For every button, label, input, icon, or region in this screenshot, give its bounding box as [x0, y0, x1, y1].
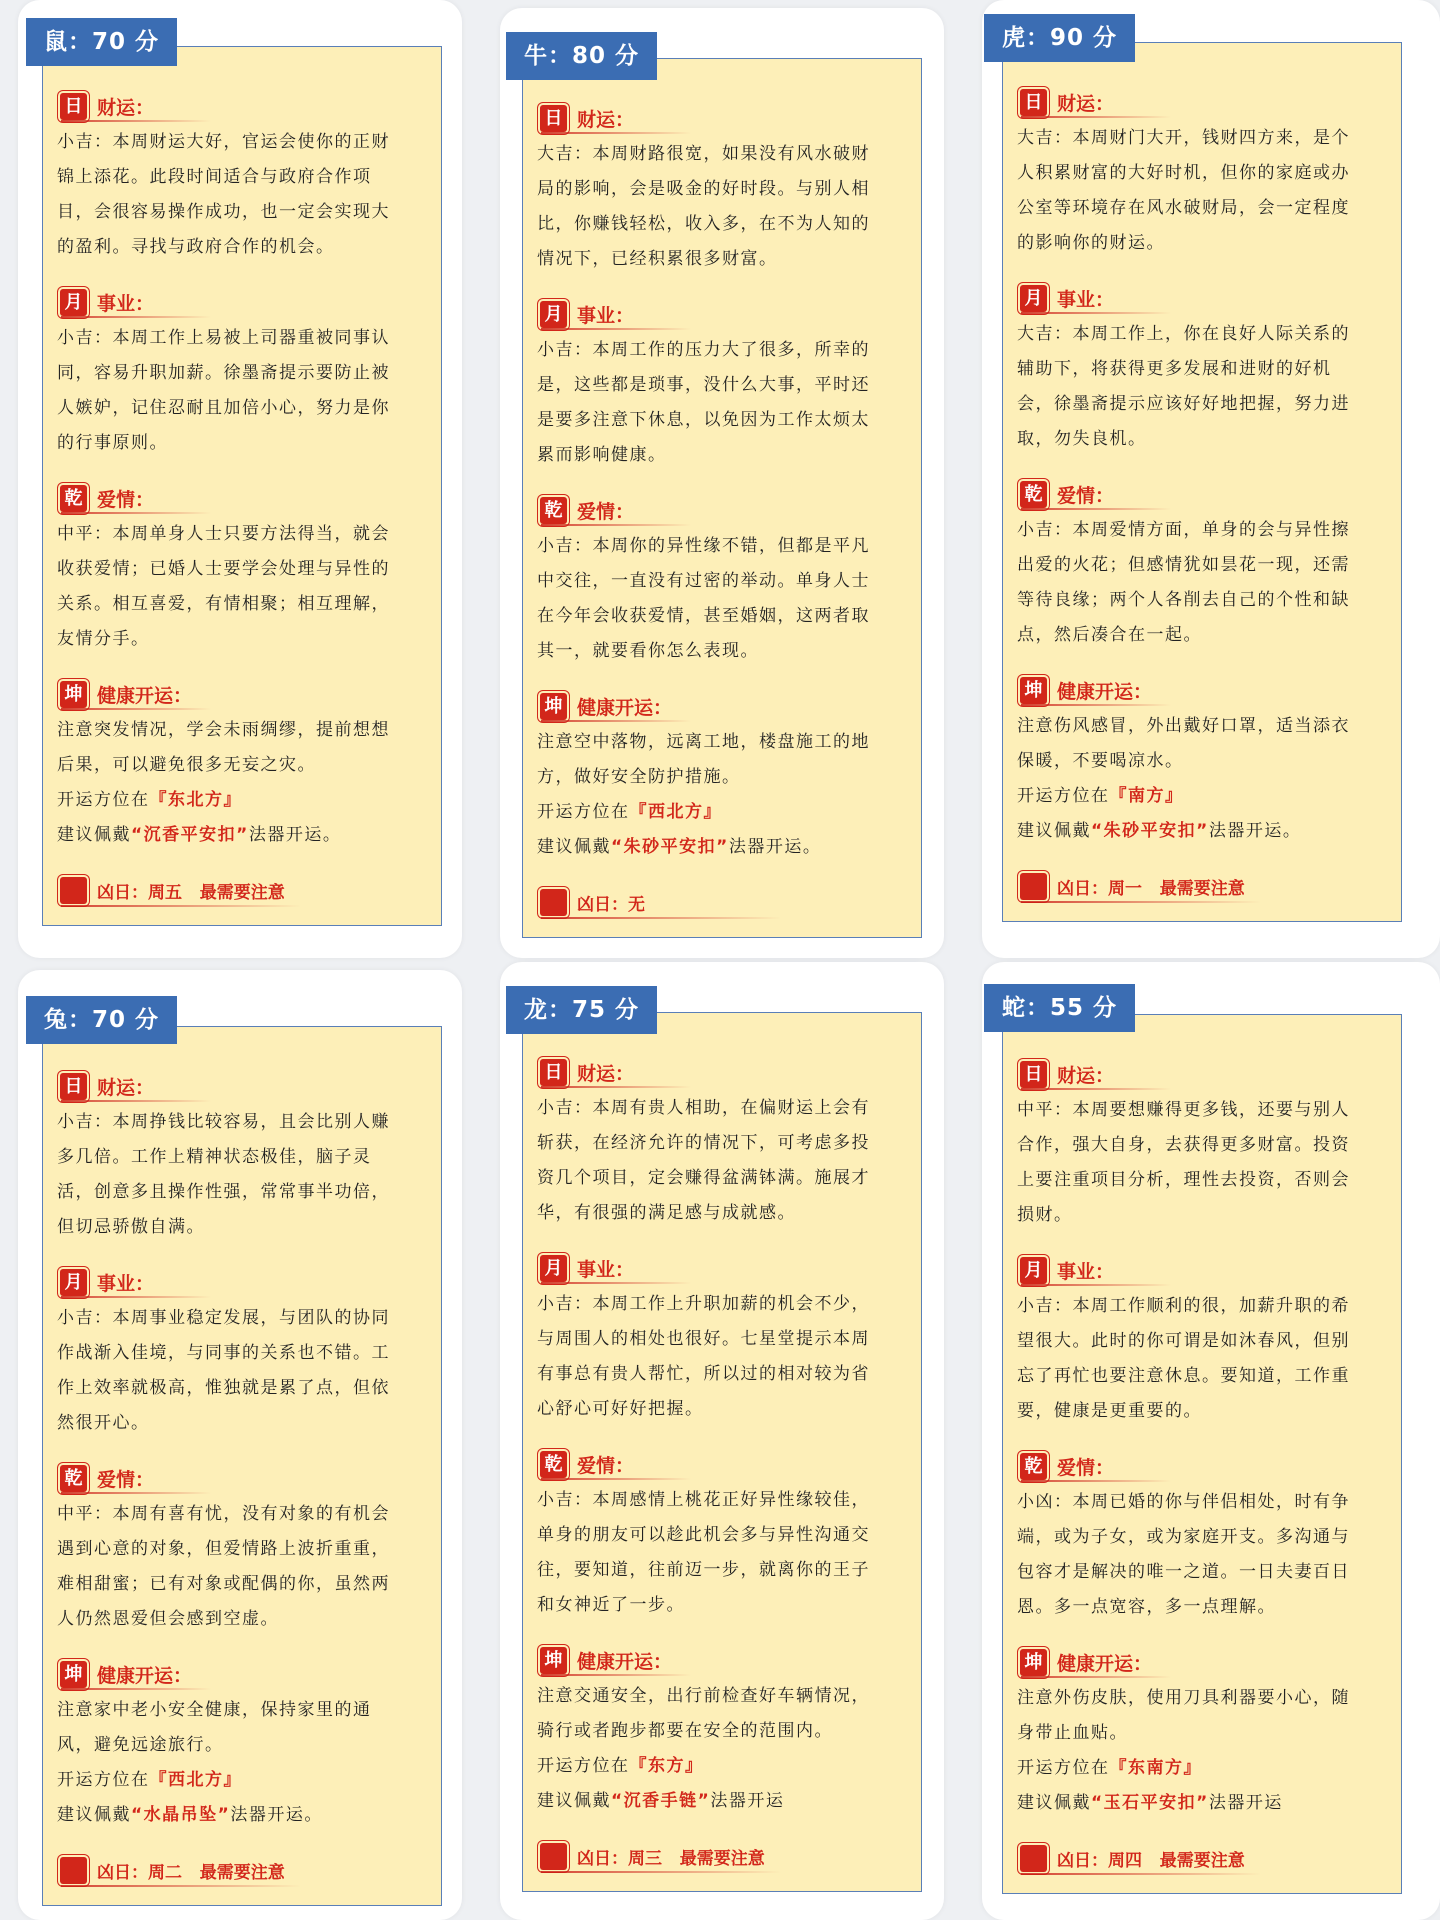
section-text-line: 后果，可以避免很多无妄之灾。 [57, 755, 316, 775]
lucky-direction [1017, 779, 1387, 814]
seal-stamp-icon: 月 [1020, 285, 1047, 312]
item-name: “玉石平安扣” [1091, 1793, 1209, 1813]
direction-value: 『东方』 [629, 1756, 704, 1776]
fortune-section [57, 1265, 427, 1441]
direction-value: 『西北方』 [629, 802, 722, 822]
seal-stamp-icon [1020, 1845, 1047, 1872]
zodiac-score-title: 牛：80 分 [506, 32, 657, 80]
seal-stamp-icon: 日 [60, 1073, 87, 1100]
section-header [1017, 1057, 1387, 1091]
section-text-line: 是要多注意下休息，以免因为工作太烦太 [537, 410, 870, 430]
section-text-line: 恩。多一点宽容，多一点理解。 [1017, 1597, 1276, 1617]
section-header [1017, 1645, 1387, 1679]
section-text-line: 锦上添花。此段时间适合与政府合作项 [57, 167, 372, 187]
direction-label: 开运方位在 [1017, 1758, 1110, 1778]
section-text-line: 注意交通安全，出行前检查好车辆情况， [537, 1686, 870, 1706]
fortune-section [537, 689, 907, 795]
section-header [537, 1055, 907, 1089]
section-text-line: 华，有很强的满足感与成就感。 [537, 1203, 796, 1223]
seal-stamp-icon: 日 [60, 93, 87, 120]
card-content [1017, 1057, 1387, 1875]
section-text-line: 关系。相互喜爱，有情相聚；相互理解， [57, 594, 390, 614]
fortune-section [537, 1643, 907, 1749]
section-text-line: 小吉：本周事业稳定发展，与团队的协同 [57, 1308, 390, 1328]
zodiac-card [1002, 1014, 1402, 1894]
wear-suffix: 法器开运。 [1208, 821, 1302, 841]
fortune-section [1017, 85, 1387, 261]
section-title: 财运： [97, 96, 155, 119]
direction-label: 开运方位在 [57, 790, 150, 810]
section-text-line: 取，勿失良机。 [1017, 429, 1147, 449]
seal-stamp-icon: 坤 [540, 1647, 567, 1674]
seal-stamp-icon: 月 [60, 289, 87, 316]
section-text-line: 和女神近了一步。 [537, 1595, 685, 1615]
section-text-line: 的影响你的财运。 [1017, 233, 1165, 253]
seal-stamp-icon: 月 [1020, 1257, 1047, 1284]
fortune-section [1017, 1449, 1387, 1625]
section-header [1017, 477, 1387, 511]
section-text-line: 在今年会收获爱情，甚至婚姻，这两者取 [537, 606, 870, 626]
section-text-line: 等待良缘；两个人各削去自己的个性和缺 [1017, 590, 1350, 610]
section-header [1017, 85, 1387, 119]
zodiac-score-title: 兔：70 分 [26, 996, 177, 1044]
section-header [1017, 1449, 1387, 1483]
section-text-line: 遇到心意的对象，但爱情路上波折重重， [57, 1539, 390, 1559]
section-title: 爱情： [1057, 484, 1115, 507]
unlucky-day-text: 凶日：周二 最需要注意 [97, 1862, 285, 1883]
recommended-item [57, 818, 427, 853]
zodiac-card [522, 1012, 922, 1892]
section-text-line: 忘了再忙也要注意休息。要知道，工作重 [1017, 1366, 1350, 1386]
section-title: 事业： [577, 304, 635, 327]
lucky-direction [537, 795, 907, 830]
direction-label: 开运方位在 [1017, 786, 1110, 806]
recommended-item [57, 1798, 427, 1833]
seal-stamp-icon: 坤 [540, 693, 567, 720]
section-text-line: 是，这些都是琐事，没什么大事，平时还 [537, 375, 870, 395]
section-header [537, 1251, 907, 1285]
fortune-section [57, 1461, 427, 1637]
direction-label: 开运方位在 [537, 1756, 630, 1776]
seal-stamp-icon [60, 877, 87, 904]
unlucky-day-text: 凶日：周四 最需要注意 [1057, 1850, 1245, 1871]
direction-value: 『东北方』 [149, 790, 242, 810]
section-text-line: 注意空中落物，远离工地，楼盘施工的地 [537, 732, 870, 752]
fortune-section [57, 1657, 427, 1763]
section-text-line: 同，容易升职加薪。徐墨斋提示要防止被 [57, 363, 390, 383]
unlucky-day-text: 凶日：周一 最需要注意 [1057, 878, 1245, 899]
section-text-line: 注意外伤皮肤，使用刀具利器要小心，随 [1017, 1688, 1350, 1708]
section-text-line: 单身的朋友可以趁此机会多与异性沟通交 [537, 1525, 870, 1545]
section-text-line: 风，避免远途旅行。 [57, 1735, 224, 1755]
wear-label: 建议佩戴 [57, 825, 131, 845]
seal-stamp-icon: 乾 [540, 1451, 567, 1478]
fortune-section [1017, 673, 1387, 779]
zodiac-card [42, 46, 442, 926]
zodiac-score-title: 鼠：70 分 [26, 18, 177, 66]
section-text-line: 人仍然恩爱但会感到空虚。 [57, 1609, 279, 1629]
section-title: 爱情： [577, 1454, 635, 1477]
section-text-line: 累而影响健康。 [537, 445, 667, 465]
fortune-section [537, 1447, 907, 1623]
section-text-line: 方，做好安全防护措施。 [537, 767, 741, 787]
section-title: 事业： [97, 292, 155, 315]
section-header [537, 493, 907, 527]
direction-value: 『西北方』 [149, 1770, 242, 1790]
seal-stamp-icon: 月 [60, 1269, 87, 1296]
section-text-line: 注意突发情况，学会未雨绸缪，提前想想 [57, 720, 390, 740]
section-text-line: 公室等环境存在风水破财局，会一定程度 [1017, 198, 1350, 218]
item-name: “朱砂平安扣” [611, 837, 729, 857]
fortune-section [537, 1055, 907, 1231]
section-text-line: 小吉：本周工作顺利的很，加薪升职的希 [1017, 1296, 1350, 1316]
section-title: 健康开运： [1057, 1652, 1153, 1675]
section-header [537, 297, 907, 331]
seal-stamp-icon: 乾 [540, 497, 567, 524]
lucky-direction [1017, 1751, 1387, 1786]
seal-stamp-icon: 日 [540, 105, 567, 132]
seal-stamp-icon: 乾 [60, 485, 87, 512]
section-text-line: 大吉：本周财门大开，钱财四方来，是个 [1017, 128, 1350, 148]
fortune-section [537, 101, 907, 277]
section-text-line: 活，创意多且操作性强，常常事半功倍， [57, 1182, 390, 1202]
section-text-line: 小吉：本周你的异性缘不错，但都是平凡 [537, 536, 870, 556]
section-text-line: 保暖，不要喝凉水。 [1017, 751, 1184, 771]
section-text-line: 中平：本周有喜有忧，没有对象的有机会 [57, 1504, 390, 1524]
lucky-direction [57, 783, 427, 818]
item-name: “朱砂平安扣” [1091, 821, 1209, 841]
section-text-line: 小吉：本周感情上桃花正好异性缘较佳， [537, 1490, 870, 1510]
section-text-line: 局的影响，会是吸金的好时段。与别人相 [537, 179, 870, 199]
section-text-line: 小吉：本周工作上升职加薪的机会不少， [537, 1294, 870, 1314]
section-header [57, 677, 427, 711]
fortune-section [57, 481, 427, 657]
section-text-line: 中交往，一直没有过密的举动。单身人士 [537, 571, 870, 591]
seal-stamp-icon [60, 1857, 87, 1884]
section-text-line: 损财。 [1017, 1205, 1073, 1225]
section-text-line: 小吉：本周爱情方面，单身的会与异性擦 [1017, 520, 1350, 540]
section-text-line: 小吉：本周工作的压力大了很多，所幸的 [537, 340, 870, 360]
zodiac-score-title: 龙：75 分 [506, 986, 657, 1034]
section-header [537, 1447, 907, 1481]
section-text-line: 作上效率就极高，惟独就是累了点，但依 [57, 1378, 390, 1398]
section-text-line: 人积累财富的大好时机，但你的家庭或办 [1017, 163, 1350, 183]
unlucky-day-text: 凶日：周五 最需要注意 [97, 882, 285, 903]
section-text-line: 比，你赚钱轻松，收入多，在不为人知的 [537, 214, 870, 234]
section-text-line: 目，会很容易操作成功，也一定会实现大 [57, 202, 390, 222]
fortune-section [57, 89, 427, 265]
unlucky-day-text: 凶日：周三 最需要注意 [577, 1848, 765, 1869]
zodiac-score-title: 蛇：55 分 [984, 984, 1135, 1032]
section-header [57, 89, 427, 123]
section-text-line: 望很大。此时的你可谓是如沐春风，但别 [1017, 1331, 1350, 1351]
seal-stamp-icon: 乾 [60, 1465, 87, 1492]
section-text-line: 心舒心可好好把握。 [537, 1399, 704, 1419]
fortune-section [537, 493, 907, 669]
section-title: 健康开运： [577, 696, 673, 719]
section-title: 事业： [97, 1272, 155, 1295]
seal-stamp-icon [1020, 873, 1047, 900]
section-text-line: 往，要知道，往前迈一步，就离你的王子 [537, 1560, 870, 1580]
section-title: 爱情： [97, 1468, 155, 1491]
section-text-line: 会，徐墨斋提示应该好好地把握，努力进 [1017, 394, 1350, 414]
wear-suffix: 法器开运。 [728, 837, 822, 857]
section-text-line: 中平：本周要想赚得更多钱，还要与别人 [1017, 1100, 1350, 1120]
fortune-section [1017, 1057, 1387, 1233]
section-title: 财运： [577, 108, 635, 131]
section-text-line: 其一，就要看你怎么表现。 [537, 641, 759, 661]
section-header [57, 481, 427, 515]
section-header [57, 1657, 427, 1691]
section-text-line: 多几倍。工作上精神状态极佳，脑子灵 [57, 1147, 372, 1167]
section-title: 健康开运： [97, 684, 193, 707]
section-text-line: 资几个项目，定会赚得盆满钵满。施展才 [537, 1168, 870, 1188]
section-text-line: 小吉：本周挣钱比较容易，且会比别人赚 [57, 1112, 390, 1132]
fortune-section [57, 677, 427, 783]
section-text-line: 友情分手。 [57, 629, 150, 649]
seal-stamp-icon: 日 [1020, 89, 1047, 116]
section-header [1017, 281, 1387, 315]
section-header [57, 1069, 427, 1103]
section-title: 健康开运： [97, 1664, 193, 1687]
fortune-section [57, 285, 427, 461]
section-title: 爱情： [1057, 1456, 1115, 1479]
section-header [57, 1265, 427, 1299]
section-text-line: 然很开心。 [57, 1413, 150, 1433]
section-text-line: 收获爱情；已婚人士要学会处理与异性的 [57, 559, 390, 579]
seal-stamp-icon: 日 [540, 1059, 567, 1086]
section-header [57, 285, 427, 319]
unlucky-day [537, 885, 907, 919]
seal-stamp-icon: 月 [540, 301, 567, 328]
section-text-line: 但切忌骄傲自满。 [57, 1217, 205, 1237]
item-name: “水晶吊坠” [131, 1805, 231, 1825]
direction-label: 开运方位在 [57, 1770, 150, 1790]
card-content [537, 1055, 907, 1873]
zodiac-card [522, 58, 922, 938]
section-text-line: 出爱的火花；但感情犹如昙花一现，还需 [1017, 555, 1350, 575]
direction-value: 『南方』 [1109, 786, 1184, 806]
wear-label: 建议佩戴 [537, 837, 611, 857]
zodiac-card [42, 1026, 442, 1906]
unlucky-day [57, 1853, 427, 1887]
fortune-section [1017, 477, 1387, 653]
recommended-item [1017, 814, 1387, 849]
lucky-direction [57, 1763, 427, 1798]
seal-stamp-icon: 乾 [1020, 1453, 1047, 1480]
section-text-line: 作战渐入佳境，与同事的关系也不错。工 [57, 1343, 390, 1363]
card-content [1017, 85, 1387, 903]
section-text-line: 合作，强大自身，去获得更多财富。投资 [1017, 1135, 1350, 1155]
card-content [537, 101, 907, 919]
wear-suffix: 法器开运 [1208, 1793, 1283, 1813]
unlucky-day-text: 凶日：无 [577, 894, 645, 915]
unlucky-day [1017, 869, 1387, 903]
fortune-section [537, 297, 907, 473]
section-text-line: 的盈利。寻找与政府合作的机会。 [57, 237, 335, 257]
wear-suffix: 法器开运。 [230, 1805, 323, 1825]
wear-suffix: 法器开运。 [248, 825, 342, 845]
section-text-line: 骑行或者跑步都要在安全的范围内。 [537, 1721, 833, 1741]
section-header [57, 1461, 427, 1495]
seal-stamp-icon: 坤 [60, 681, 87, 708]
section-title: 健康开运： [1057, 680, 1153, 703]
wear-label: 建议佩戴 [1017, 1793, 1091, 1813]
section-text-line: 端，或为子女，或为家庭开支。多沟通与 [1017, 1527, 1350, 1547]
section-text-line: 要，健康是更重要的。 [1017, 1401, 1202, 1421]
section-text-line: 小吉：本周财运大好，官运会使你的正财 [57, 132, 390, 152]
direction-label: 开运方位在 [537, 802, 630, 822]
section-header [1017, 673, 1387, 707]
section-text-line: 的行事原则。 [57, 433, 168, 453]
section-text-line: 大吉：本周财路很宽，如果没有风水破财 [537, 144, 870, 164]
section-title: 健康开运： [577, 1650, 673, 1673]
wear-label: 建议佩戴 [57, 1805, 131, 1825]
section-text-line: 包容才是解决的唯一之道。一日夫妻百日 [1017, 1562, 1350, 1582]
item-name: “沉香平安扣” [131, 825, 249, 845]
section-text-line: 难相甜蜜；已有对象或配偶的你，虽然两 [57, 1574, 390, 1594]
lucky-direction [537, 1749, 907, 1784]
section-text-line: 点，然后凑合在一起。 [1017, 625, 1202, 645]
item-name: “沉香手链” [611, 1791, 711, 1811]
fortune-section [57, 1069, 427, 1245]
seal-stamp-icon: 月 [540, 1255, 567, 1282]
section-title: 财运： [1057, 92, 1115, 115]
section-text-line: 斩获，在经济允许的情况下，可考虑多投 [537, 1133, 870, 1153]
section-title: 事业： [1057, 1260, 1115, 1283]
fortune-section [1017, 1253, 1387, 1429]
section-text-line: 情况下，已经积累很多财富。 [537, 249, 778, 269]
seal-stamp-icon [540, 1843, 567, 1870]
section-title: 事业： [1057, 288, 1115, 311]
fortune-section [1017, 281, 1387, 457]
section-text-line: 人嫉妒，记住忍耐且加倍小心，努力是你 [57, 398, 390, 418]
section-title: 财运： [1057, 1064, 1115, 1087]
section-text-line: 注意家中老小安全健康，保持家里的通 [57, 1700, 372, 1720]
seal-stamp-icon: 日 [1020, 1061, 1047, 1088]
fortune-section [1017, 1645, 1387, 1751]
section-title: 财运： [97, 1076, 155, 1099]
seal-stamp-icon: 坤 [1020, 1649, 1047, 1676]
section-text-line: 中平：本周单身人士只要方法得当，就会 [57, 524, 390, 544]
direction-value: 『东南方』 [1109, 1758, 1202, 1778]
fortune-section [537, 1251, 907, 1427]
section-title: 事业： [577, 1258, 635, 1281]
card-content [57, 1069, 427, 1887]
section-text-line: 大吉：本周工作上，你在良好人际关系的 [1017, 324, 1350, 344]
section-text-line: 与周围人的相处也很好。七星堂提示本周 [537, 1329, 870, 1349]
zodiac-card [1002, 42, 1402, 922]
recommended-item [1017, 1786, 1387, 1821]
section-header [537, 689, 907, 723]
section-title: 财运： [577, 1062, 635, 1085]
seal-stamp-icon: 乾 [1020, 481, 1047, 508]
unlucky-day [57, 873, 427, 907]
section-title: 爱情： [97, 488, 155, 511]
section-text-line: 小吉：本周有贵人相助，在偏财运上会有 [537, 1098, 870, 1118]
section-header [1017, 1253, 1387, 1287]
seal-stamp-icon [540, 889, 567, 916]
section-header [537, 101, 907, 135]
recommended-item [537, 830, 907, 865]
unlucky-day [537, 1839, 907, 1873]
zodiac-score-title: 虎：90 分 [984, 14, 1135, 62]
unlucky-day [1017, 1841, 1387, 1875]
seal-stamp-icon: 坤 [1020, 677, 1047, 704]
recommended-item [537, 1784, 907, 1819]
section-title: 爱情： [577, 500, 635, 523]
section-text-line: 小凶：本周已婚的你与伴侣相处，时有争 [1017, 1492, 1350, 1512]
seal-stamp-icon: 坤 [60, 1661, 87, 1688]
wear-label: 建议佩戴 [537, 1791, 611, 1811]
wear-suffix: 法器开运 [710, 1791, 785, 1811]
section-text-line: 身带止血贴。 [1017, 1723, 1128, 1743]
section-text-line: 有事总有贵人帮忙，所以过的相对较为省 [537, 1364, 870, 1384]
section-text-line: 辅助下，将获得更多发展和进财的好机 [1017, 359, 1332, 379]
section-text-line: 注意伤风感冒，外出戴好口罩，适当添衣 [1017, 716, 1350, 736]
card-content [57, 89, 427, 907]
section-header [537, 1643, 907, 1677]
section-text-line: 小吉：本周工作上易被上司器重被同事认 [57, 328, 390, 348]
section-text-line: 上要注重项目分析，理性去投资，否则会 [1017, 1170, 1350, 1190]
wear-label: 建议佩戴 [1017, 821, 1091, 841]
